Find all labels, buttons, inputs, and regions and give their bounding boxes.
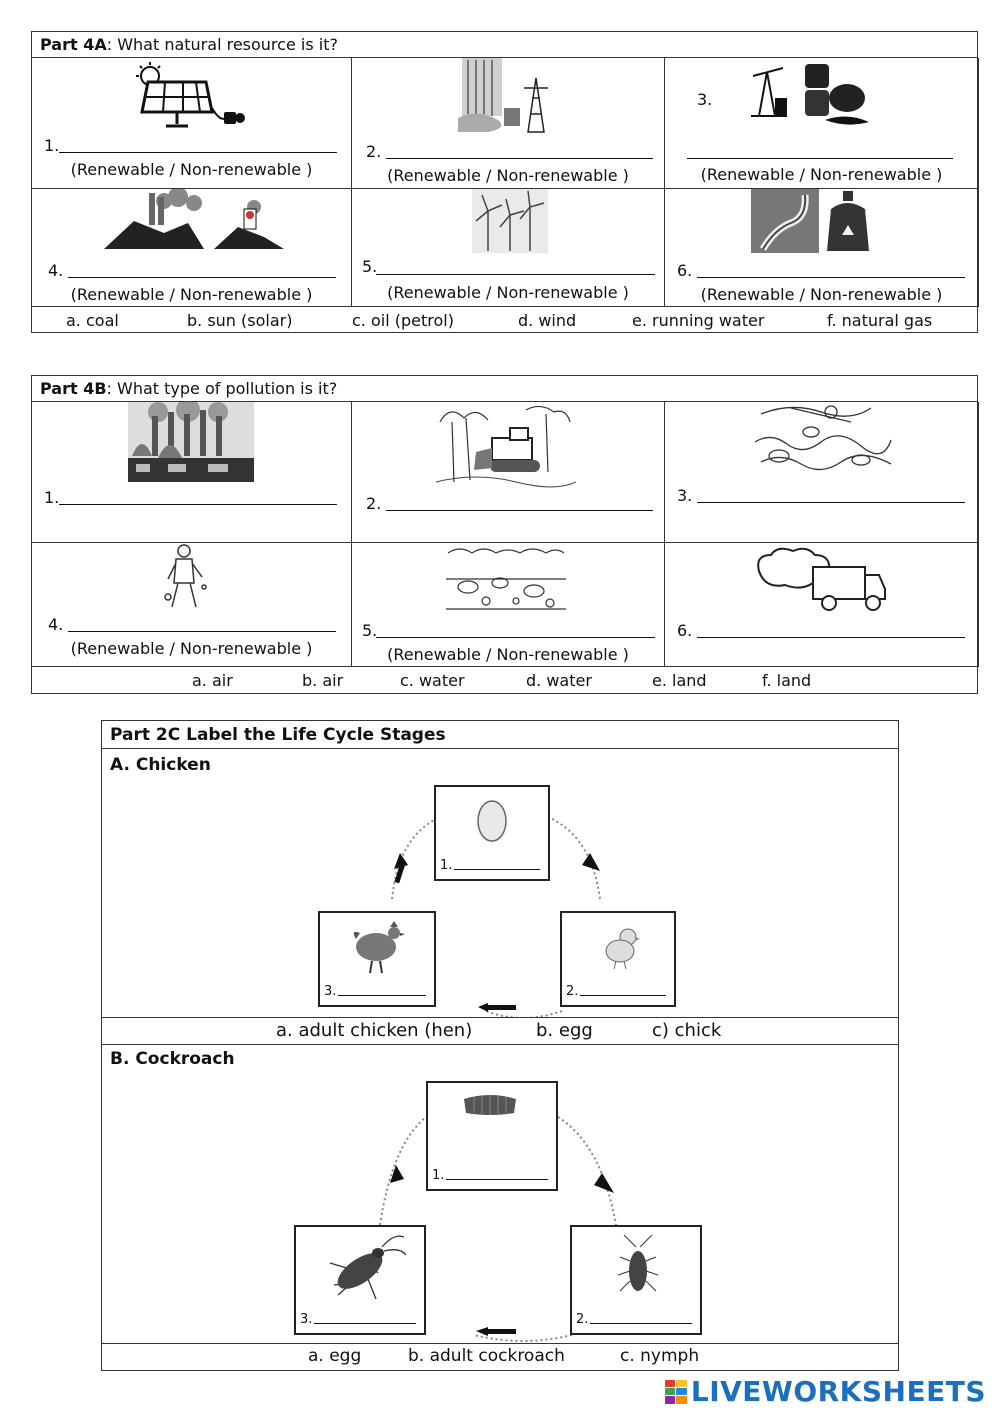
resource-6-choice[interactable]: (Renewable / Non-renewable )	[700, 285, 943, 304]
resource-cell-1	[32, 58, 352, 189]
part-2c-table	[101, 720, 899, 1371]
resource-2-answer-line[interactable]	[386, 158, 653, 159]
resource-cell-3	[665, 58, 979, 189]
chicken-stage-3-line[interactable]	[338, 995, 426, 996]
chicken-stage-2-label: 2.	[566, 984, 579, 999]
option-natural-gas: f. natural gas	[827, 311, 933, 330]
cockroach-stage-2-line[interactable]	[590, 1323, 692, 1324]
chicken-option-chick: c) chick	[652, 1020, 722, 1041]
part-4b-options	[32, 667, 977, 693]
part-4b-header	[32, 376, 977, 402]
option-oil: c. oil (petrol)	[352, 311, 454, 330]
pollution-3-answer-line[interactable]	[697, 502, 965, 503]
cockroach-stage-2-label: 2.	[576, 1312, 589, 1327]
resource-1-choice[interactable]: (Renewable / Non-renewable )	[70, 160, 313, 179]
part-4b-table	[31, 375, 978, 694]
resource-1-answer-line[interactable]	[59, 152, 337, 153]
coal-mine-icon	[104, 189, 289, 253]
liveworksheets-logo	[665, 1375, 986, 1408]
resource-3-choice[interactable]: (Renewable / Non-renewable )	[700, 165, 943, 184]
resource-cell-5	[352, 189, 665, 307]
part-4a-title-rest: : What natural resource is it?	[106, 35, 338, 54]
part-4b-title-rest: : What type of pollution is it?	[106, 379, 338, 398]
option-land-f: f. land	[762, 671, 812, 690]
truck-exhaust-icon	[755, 545, 887, 615]
cockroach-option-adult: b. adult cockroach	[408, 1346, 565, 1366]
pollution-5-choice[interactable]: (Renewable / Non-renewable )	[387, 645, 629, 664]
pollution-1-number: 1.	[44, 488, 60, 507]
factory-smoke-icon	[128, 402, 254, 482]
pollution-5-number: 5.	[362, 621, 378, 640]
liveworksheets-logo-text: LIVEWORKSHEETS	[690, 1375, 986, 1408]
cockroach-stage-3-label: 3.	[300, 1312, 313, 1327]
liveworksheets-logo-icon	[665, 1380, 687, 1404]
resource-4-number: 4.	[48, 261, 64, 280]
part-4a-header	[32, 32, 977, 58]
cockroach-title: B. Cockroach	[110, 1049, 235, 1069]
pollution-cell-3	[665, 402, 979, 543]
pollution-cell-2	[352, 402, 665, 543]
resource-1-number: 1.	[44, 136, 60, 155]
chicken-title: A. Chicken	[110, 755, 211, 775]
part-4a-table	[31, 31, 978, 333]
polluted-water-icon	[751, 402, 895, 480]
cockroach-stage-1-line[interactable]	[446, 1179, 548, 1180]
chicken-stage-1-line[interactable]	[454, 869, 540, 870]
resource-4-answer-line[interactable]	[68, 277, 336, 278]
cockroach-option-egg: a. egg	[308, 1346, 362, 1366]
part-2c-header	[102, 721, 898, 749]
chicken-stage-hen	[318, 911, 436, 1007]
chicken-option-egg: b. egg	[536, 1020, 593, 1041]
solar-panel-icon	[128, 62, 248, 132]
pollution-cell-4	[32, 543, 352, 667]
hen-icon	[350, 919, 406, 975]
pollution-2-answer-line[interactable]	[386, 510, 653, 511]
cockroach-stage-3-line[interactable]	[314, 1323, 416, 1324]
option-water-c: c. water	[400, 671, 465, 690]
pollution-1-answer-line[interactable]	[59, 504, 337, 505]
ootheca-icon	[460, 1091, 520, 1117]
pollution-cell-6	[665, 543, 979, 667]
pollution-4-answer-line[interactable]	[68, 631, 336, 632]
resource-3-answer-line[interactable]	[687, 158, 953, 159]
resource-3-number: 3.	[697, 90, 713, 109]
resource-6-answer-line[interactable]	[697, 277, 965, 278]
option-air-a: a. air	[192, 671, 233, 690]
resource-cell-4	[32, 189, 352, 307]
resource-5-answer-line[interactable]	[376, 274, 655, 275]
resource-cell-2	[352, 58, 665, 189]
pollution-2-number: 2.	[366, 494, 382, 513]
chicken-options-row	[102, 1017, 898, 1045]
resource-5-number: 5.	[362, 257, 378, 276]
option-coal: a. coal	[66, 311, 119, 330]
adult-cockroach-icon	[320, 1233, 406, 1305]
gas-pipe-tank-icon	[751, 189, 883, 255]
cockroach-stage-egg	[426, 1081, 558, 1191]
resource-cell-6	[665, 189, 979, 307]
option-water-d: d. water	[526, 671, 592, 690]
waterfall-dam-icon	[458, 58, 558, 134]
cockroach-options-row	[102, 1343, 898, 1370]
option-land-e: e. land	[652, 671, 707, 690]
egg-icon	[474, 795, 510, 843]
cockroach-stage-adult	[294, 1225, 426, 1335]
chicken-stage-chick	[560, 911, 676, 1007]
chick-icon	[602, 925, 642, 969]
option-air-b: b. air	[302, 671, 344, 690]
pollution-4-number: 4.	[48, 615, 64, 634]
resource-5-choice[interactable]: (Renewable / Non-renewable )	[387, 283, 629, 302]
option-sun: b. sun (solar)	[187, 311, 293, 330]
resource-4-choice[interactable]: (Renewable / Non-renewable )	[70, 285, 313, 304]
pollution-6-number: 6.	[677, 621, 693, 640]
pollution-5-answer-line[interactable]	[376, 637, 655, 638]
part-4a-title-bold: Part 4A	[40, 35, 107, 54]
part-2c-title: Part 2C Label the Life Cycle Stages	[110, 725, 446, 745]
part-4b-title-bold: Part 4B	[40, 379, 107, 398]
nymph-icon	[616, 1235, 660, 1299]
chicken-option-hen: a. adult chicken (hen)	[276, 1020, 473, 1041]
cockroach-stage-nymph	[570, 1225, 702, 1335]
pollution-cell-1	[32, 402, 352, 543]
option-wind: d. wind	[518, 311, 577, 330]
resource-2-choice[interactable]: (Renewable / Non-renewable )	[387, 166, 629, 185]
cockroach-stage-1-label: 1.	[432, 1168, 445, 1183]
chicken-stage-egg	[434, 785, 550, 881]
chicken-stage-3-label: 3.	[324, 984, 337, 999]
oil-barrels-icon	[747, 58, 877, 128]
cockroach-option-nymph: c. nymph	[620, 1346, 700, 1366]
bulldozer-forest-icon	[436, 402, 576, 488]
wind-turbines-icon	[472, 189, 548, 253]
pollution-cell-5	[352, 543, 665, 667]
polluted-beach-icon	[446, 543, 566, 613]
resource-6-number: 6.	[677, 261, 693, 280]
pollution-6-answer-line[interactable]	[697, 637, 965, 638]
option-running-water: e. running water	[632, 311, 765, 330]
pollution-4-choice[interactable]: (Renewable / Non-renewable )	[70, 639, 313, 658]
littering-person-icon	[160, 543, 210, 613]
pollution-3-number: 3.	[677, 486, 693, 505]
chicken-stage-1-label: 1.	[440, 858, 453, 873]
part-4a-options	[32, 307, 977, 332]
resource-2-number: 2.	[366, 142, 382, 161]
chicken-stage-2-line[interactable]	[580, 995, 666, 996]
